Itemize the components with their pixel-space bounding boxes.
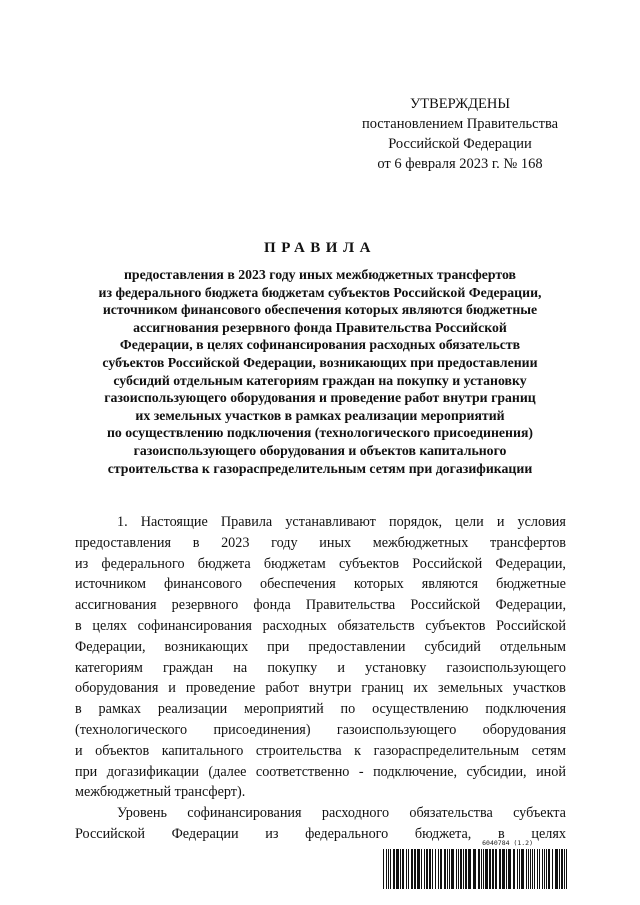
approval-block bbox=[340, 94, 580, 174]
paragraph-line: при догазификации (далее соответственно - подключение, субсидии, иной bbox=[75, 763, 566, 780]
approval-heading: УТВЕРЖДЕНЫ bbox=[409, 96, 511, 112]
paragraph-line: межбюджетный трансферт). bbox=[75, 784, 246, 801]
subtitle-line: источником финансового обеспечения которых являются бюджетные bbox=[102, 302, 538, 318]
paragraph-line: оборудования и проведение работ внутри границ их земельных участков bbox=[75, 680, 566, 697]
paragraph-line: 1. Настоящие Правила устанавливают порядок, цели и условия bbox=[117, 514, 566, 530]
paragraph-line: в целях софинансирования расходных обязательств субъектов Российской bbox=[75, 617, 566, 634]
paragraph-line: Уровень софинансирования расходного обязательства субъекта bbox=[117, 805, 566, 822]
barcode-number: 6040784 (1.2) bbox=[482, 839, 533, 847]
paragraph-1 bbox=[75, 512, 566, 803]
document-barcode bbox=[383, 839, 569, 891]
paragraph-line: предоставления в 2023 году иных межбюджетных трансфертов bbox=[75, 534, 566, 551]
document-body bbox=[75, 512, 566, 845]
paragraph-line: источником финансового обеспечения которых являются бюджетные bbox=[75, 576, 566, 593]
subtitle-line: из федерального бюджета бюджетам субъектов Российской Федерации, bbox=[98, 284, 542, 300]
subtitle-line: Федерации, в целях софинансирования расходных обязательств bbox=[119, 337, 521, 353]
paragraph-line: Российской Федерации из федерального бюджета, в целях bbox=[75, 825, 566, 842]
document-title: ПРАВИЛА bbox=[264, 240, 376, 256]
approval-line: постановлением Правительства bbox=[361, 116, 559, 132]
subtitle-line: ассигнования резервного фонда Правительства Российской bbox=[133, 319, 507, 335]
subtitle-line: субсидий отдельным категориям граждан на покупку и установку bbox=[113, 372, 527, 388]
subtitle-line: предоставления в 2023 году иных межбюджетных трансфертов bbox=[123, 267, 516, 282]
subtitle-line: по осуществлению подключения (технологического присоединения) bbox=[106, 425, 534, 441]
document-subtitle bbox=[60, 266, 580, 477]
paragraph-line: категориям граждан на покупку и установку газоиспользующего bbox=[75, 659, 566, 676]
paragraph-line: (технологического присоединения) газоиспользующего оборудования bbox=[75, 721, 566, 738]
barcode-icon bbox=[383, 849, 569, 889]
subtitle-line: газоиспользующего оборудования и объектов капитального bbox=[133, 442, 507, 458]
approval-line: Российской Федерации bbox=[388, 136, 532, 152]
subtitle-line: газоиспользующего оборудования и проведение работ внутри границ bbox=[104, 390, 536, 406]
subtitle-line: их земельных участков в рамках реализации мероприятий bbox=[135, 407, 505, 423]
paragraph-line: и объектов капитального строительства к газораспределительным сетям bbox=[75, 742, 566, 759]
approval-line: от 6 февраля 2023 г. № 168 bbox=[377, 156, 543, 172]
subtitle-line: строительства к газораспределительным сетям при догазификации bbox=[107, 460, 533, 476]
paragraph-line: из федерального бюджета бюджетам субъектов Российской Федерации, bbox=[75, 555, 566, 572]
paragraph-line: в рамках реализации мероприятий по осуществлению подключения bbox=[75, 701, 566, 718]
paragraph-line: ассигнования резервного фонда Правительства Российской Федерации, bbox=[75, 597, 566, 614]
paragraph-line: Федерации, возникающих при предоставлении субсидий отдельным bbox=[75, 638, 566, 655]
subtitle-line: субъектов Российской Федерации, возникающих при предоставлении bbox=[102, 354, 538, 370]
